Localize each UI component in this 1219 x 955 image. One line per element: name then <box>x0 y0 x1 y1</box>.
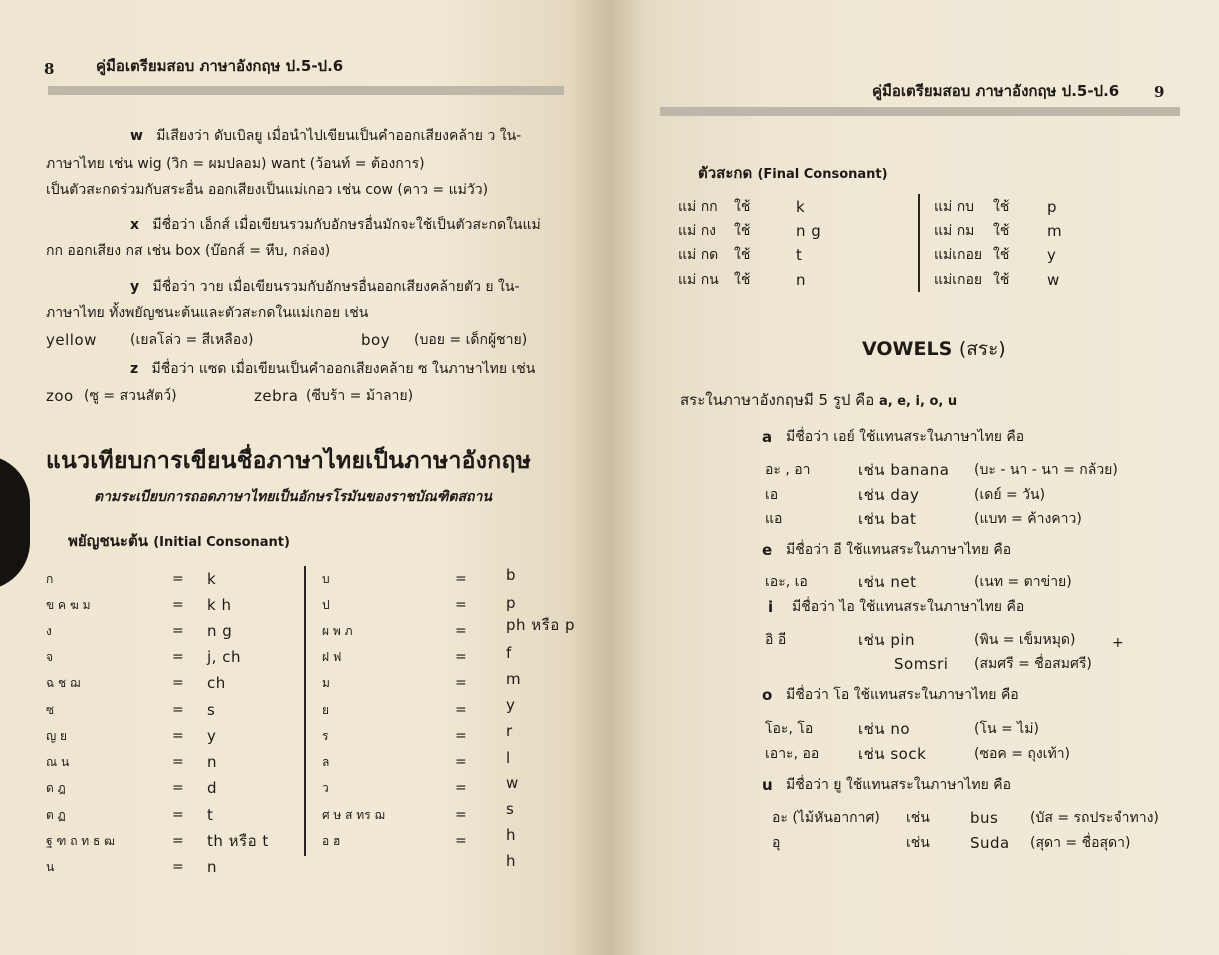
example-gloss: (บอย = เด็กผู้ชาย) <box>414 332 528 348</box>
paragraph-line: เป็นตัวสะกดร่วมกับสระอื่น ออกเสียงเป็นแม่เกอว เช่น cow (คาว = แม่วัว) <box>46 182 489 198</box>
example-word: boy <box>361 331 391 349</box>
vowel-example: Somsri <box>894 655 949 673</box>
vowel-letter: i <box>768 598 774 616</box>
equals-sign: = <box>172 807 184 823</box>
initial-thai-letters: ต ฏ <box>46 808 66 822</box>
vowel-gloss: (โน = ไม่) <box>974 721 1039 737</box>
vowel-gloss: (เดย์ = วัน) <box>974 487 1046 503</box>
final-consonant-heading: ตัวสะกด (Final Consonant) <box>698 164 888 182</box>
header-rule <box>660 107 1180 116</box>
initial-roman: b <box>506 566 517 584</box>
final-use: ใช้ <box>993 199 1010 215</box>
example-word: zoo <box>46 387 74 405</box>
letter: x <box>130 217 140 233</box>
initial-thai-letters: บ <box>322 572 330 586</box>
final-use: ใช้ <box>734 247 751 263</box>
example-gloss: (ซีบร้า = ม้าลาย) <box>306 388 414 404</box>
vowel-example: เช่น <box>906 810 930 826</box>
paragraph-line: กก ออกเสียง กส เช่น box (บ๊อกส์ = หีบ, กล่อง) <box>46 243 331 259</box>
final-thai: แม่เกอย <box>934 247 983 263</box>
initial-thai-letters: ก <box>46 572 54 586</box>
letter: w <box>130 128 143 144</box>
final-roman: n g <box>796 222 822 240</box>
equals-sign: = <box>455 675 467 691</box>
initial-roman: ph หรือ p <box>506 616 576 634</box>
equals-sign: = <box>172 571 184 587</box>
final-thai: แม่ กด <box>678 247 719 263</box>
vowel-gloss: (พิน = เข็มหมุด) <box>974 632 1076 648</box>
initial-thai-letters: ฉ ช ฌ <box>46 676 81 690</box>
equals-sign: = <box>455 597 467 613</box>
initial-roman: l <box>506 749 511 767</box>
vowel-example: เช่น day <box>858 486 920 504</box>
initial-thai-letters: ร <box>322 729 329 743</box>
vowel-description: มีชื่อว่า ไอ ใช้แทนสระในภาษาไทย คือ <box>792 599 1025 615</box>
vowel-gloss: (สุดา = ชื่อสุดา) <box>1030 835 1131 851</box>
initial-thai-letters: ว <box>322 781 329 795</box>
equals-sign: = <box>455 702 467 718</box>
paragraph-line: มีเสียงว่า ดับเบิลยู เมื่อนำไปเขียนเป็นคำออกเสียงคล้าย ว ใน- <box>156 128 522 144</box>
vowel-letter: u <box>762 776 773 794</box>
initial-thai-letters: ล <box>322 755 330 769</box>
initial-thai-letters: อ ฮ <box>322 834 341 848</box>
vowel-thai: อะ (ไม้หันอากาศ) <box>772 810 880 826</box>
table-divider <box>304 566 306 856</box>
initial-roman: s <box>207 701 216 719</box>
final-roman: k <box>796 198 806 216</box>
initial-roman: ch <box>207 674 226 692</box>
running-header: คู่มือเตรียมสอบ ภาษาอังกฤษ ป.5-ป.6 <box>872 82 1120 100</box>
initial-thai-letters: น <box>46 860 55 874</box>
initial-roman: s <box>506 800 515 818</box>
running-header: คู่มือเตรียมสอบ ภาษาอังกฤษ ป.5-ป.6 <box>96 57 344 75</box>
equals-sign: = <box>172 649 184 665</box>
vowel-letter: a <box>762 428 773 446</box>
table-divider <box>918 194 920 292</box>
final-use: ใช้ <box>993 247 1010 263</box>
vowel-thai: เอาะ, ออ <box>765 746 820 762</box>
initial-thai-letters: ย <box>322 703 330 717</box>
section-subtitle: ตามระเบียบการถอดภาษาไทยเป็นอักษรโรมันของราชบัณฑิตสถาน <box>94 489 492 505</box>
initial-roman: f <box>506 644 512 662</box>
paragraph-line: มีชื่อว่า เอ็กส์ เมื่อเขียนรวมกับอักษรอื่นมักจะใช้เป็นตัวสะกดในแม่ <box>152 217 541 233</box>
final-thai: แม่เกอย <box>934 272 983 288</box>
initial-roman: th หรือ t <box>207 832 269 850</box>
vowel-example-word: Suda <box>970 834 1010 852</box>
example-gloss: (เยลโล่ว = สีเหลือง) <box>130 332 254 348</box>
final-roman: w <box>1047 271 1060 289</box>
initial-roman: h <box>506 826 517 844</box>
example-gloss: (ซู = สวนสัตว์) <box>84 388 177 404</box>
vowel-description: มีชื่อว่า โอ ใช้แทนสระในภาษาไทย คือ <box>786 687 1019 703</box>
vowel-letter: o <box>762 686 773 704</box>
final-roman: y <box>1047 246 1057 264</box>
paragraph-line: มีชื่อว่า แซด เมื่อเขียนเป็นคำออกเสียงคล้าย ซ ในภาษาไทย เช่น <box>151 361 536 377</box>
initial-thai-letters: ป <box>322 598 330 612</box>
initial-thai-letters: ญ ย <box>46 729 68 743</box>
vowel-gloss: (บัส = รถประจำทาง) <box>1030 810 1159 826</box>
letter: z <box>130 361 139 377</box>
initial-roman: y <box>207 727 217 745</box>
initial-thai-letters: ฝ ฟ <box>322 650 342 664</box>
final-use: ใช้ <box>993 272 1010 288</box>
initial-thai-letters: ศ ษ ส ทร ฌ <box>322 808 385 822</box>
initial-thai-letters: ผ พ ภ <box>322 624 353 638</box>
vowel-thai: อิ อี <box>765 632 787 648</box>
equals-sign: = <box>455 571 467 587</box>
equals-sign: = <box>455 807 467 823</box>
initial-roman: n g <box>207 622 233 640</box>
vowel-example: เช่น bat <box>858 510 917 528</box>
page-number: 8 <box>44 60 55 78</box>
final-roman: n <box>796 271 807 289</box>
initial-thai-letters: ม <box>322 676 330 690</box>
initial-consonant-heading: พยัญชนะต้น (Initial Consonant) <box>68 532 290 550</box>
vowel-thai: อะ , อา <box>765 462 811 478</box>
paragraph-line: ภาษาไทย ทั้งพยัญชนะต้นและตัวสะกดในแม่เกอย เช่น <box>46 305 369 321</box>
initial-thai-letters: ด ฎ <box>46 781 66 795</box>
vowel-gloss: (แบท = ค้างคาว) <box>974 511 1082 527</box>
page-number: 9 <box>1154 83 1165 101</box>
final-roman: p <box>1047 198 1058 216</box>
vowel-description: มีชื่อว่า อี ใช้แทนสระในภาษาไทย คือ <box>786 542 1012 558</box>
equals-sign: = <box>172 754 184 770</box>
pen-mark: + <box>1112 635 1124 651</box>
initial-roman: y <box>506 696 516 714</box>
vowel-gloss: (ซอค = ถุงเท้า) <box>974 746 1071 762</box>
example-word: zebra <box>254 387 299 405</box>
final-roman: t <box>796 246 803 264</box>
vowel-example: เช่น <box>906 835 930 851</box>
initial-thai-letters: ง <box>46 624 52 638</box>
vowel-example: เช่น net <box>858 573 917 591</box>
vowel-thai: โอะ, โอ <box>765 721 814 737</box>
vowel-thai: เอะ, เอ <box>765 574 808 590</box>
initial-thai-letters: ซ <box>46 703 55 717</box>
equals-sign: = <box>172 859 184 875</box>
equals-sign: = <box>172 702 184 718</box>
final-roman: m <box>1047 222 1063 240</box>
equals-sign: = <box>455 649 467 665</box>
final-thai: แม่ กก <box>678 199 718 215</box>
initial-thai-letters: จ <box>46 650 54 664</box>
initial-thai-letters: ณ น <box>46 755 70 769</box>
vowel-gloss: (เนท = ตาข่าย) <box>974 574 1072 590</box>
equals-sign: = <box>455 728 467 744</box>
final-use: ใช้ <box>734 199 751 215</box>
equals-sign: = <box>455 623 467 639</box>
final-thai: แม่ กง <box>678 223 717 239</box>
final-thai: แม่ กน <box>678 272 719 288</box>
initial-roman: m <box>506 670 522 688</box>
vowel-description: มีชื่อว่า ยู ใช้แทนสระในภาษาไทย คือ <box>786 777 1011 793</box>
initial-roman: h <box>506 852 517 870</box>
vowel-example: เช่น banana <box>858 461 950 479</box>
equals-sign: = <box>172 623 184 639</box>
initial-roman: d <box>207 779 218 797</box>
vowel-thai: อุ <box>772 835 781 851</box>
final-use: ใช้ <box>993 223 1010 239</box>
example-word: yellow <box>46 331 97 349</box>
initial-roman: p <box>506 594 517 612</box>
paragraph-line: มีชื่อว่า วาย เมื่อเขียนรวมกับอักษรอื่นออกเสียงคล้ายตัว ย ใน- <box>152 279 520 295</box>
equals-sign: = <box>455 754 467 770</box>
vowels-title: VOWELS (สระ) <box>862 338 1006 360</box>
initial-thai-letters: ฐ ฑ ถ ท ธ ฒ <box>46 834 115 848</box>
final-use: ใช้ <box>734 272 751 288</box>
initial-roman: r <box>506 722 513 740</box>
right-page <box>612 0 1219 955</box>
final-use: ใช้ <box>734 223 751 239</box>
initial-roman: k <box>207 570 217 588</box>
final-thai: แม่ กม <box>934 223 975 239</box>
equals-sign: = <box>172 597 184 613</box>
vowel-thai: แอ <box>765 511 783 527</box>
binder-clip <box>0 455 30 590</box>
initial-roman: n <box>207 858 218 876</box>
initial-roman: t <box>207 806 214 824</box>
final-thai: แม่ กบ <box>934 199 975 215</box>
initial-roman: j, ch <box>207 648 241 666</box>
paragraph-line: ภาษาไทย เช่น wig (วิก = ผมปลอม) want (ว้อนท์ = ต้องการ) <box>46 156 425 172</box>
initial-roman: k h <box>207 596 232 614</box>
initial-roman: n <box>207 753 218 771</box>
equals-sign: = <box>172 728 184 744</box>
vowel-gloss: (สมศรี = ชื่อสมศรี) <box>974 656 1092 672</box>
letter: y <box>130 279 140 295</box>
vowel-letter: e <box>762 541 773 559</box>
vowel-example-word: bus <box>970 809 999 827</box>
equals-sign: = <box>455 833 467 849</box>
initial-roman: w <box>506 774 519 792</box>
equals-sign: = <box>172 780 184 796</box>
equals-sign: = <box>172 675 184 691</box>
section-title: แนวเทียบการเขียนชื่อภาษาไทยเป็นภาษาอังกฤษ <box>46 448 532 474</box>
equals-sign: = <box>172 833 184 849</box>
header-rule <box>48 86 564 95</box>
vowel-description: มีชื่อว่า เอย์ ใช้แทนสระในภาษาไทย คือ <box>786 429 1025 445</box>
vowel-example: เช่น sock <box>858 745 927 763</box>
vowel-gloss: (บะ - นา - นา = กล้วย) <box>974 462 1118 478</box>
vowel-thai: เอ <box>765 487 779 503</box>
vowel-example: เช่น pin <box>858 631 916 649</box>
vowels-intro: สระในภาษาอังกฤษมี 5 รูป คือ a, e, i, o, u <box>680 391 958 409</box>
equals-sign: = <box>455 780 467 796</box>
initial-thai-letters: ข ค ฆ ม <box>46 598 91 612</box>
vowel-example: เช่น no <box>858 720 911 738</box>
